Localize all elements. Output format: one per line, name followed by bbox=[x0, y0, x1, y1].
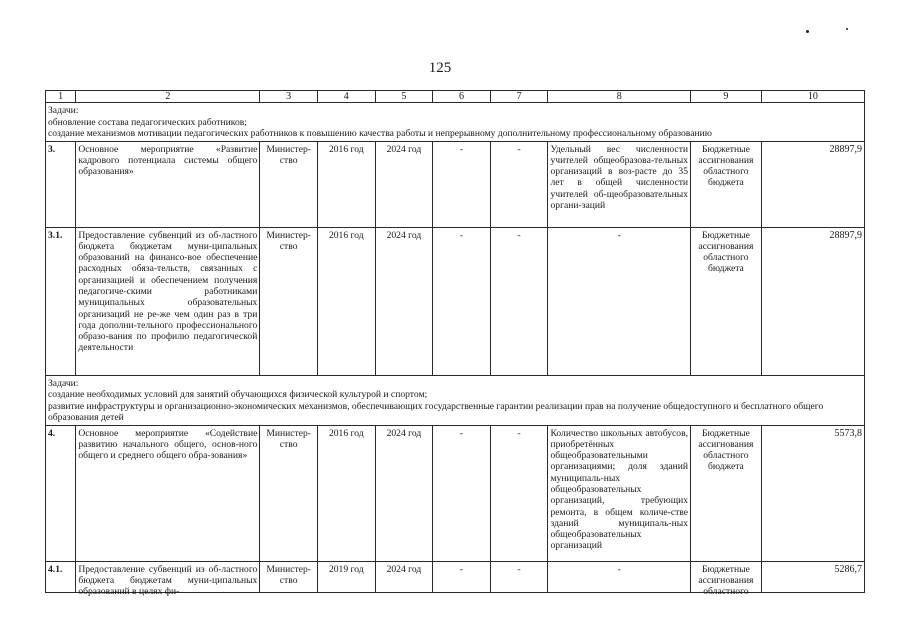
col-num-1: 1 bbox=[46, 91, 76, 103]
indicator: Удельный вес численности учителей общеобразова-тельных организаций в воз-расте до 35 лет в общей численности учителей об-щеобразовательных органи-заций bbox=[548, 141, 691, 227]
funding-source: Бюджетные ассигнования областного бюджета bbox=[691, 425, 762, 561]
table-row-3-1 bbox=[46, 227, 865, 375]
col-num-2: 2 bbox=[76, 91, 260, 103]
col-num-3: 3 bbox=[260, 91, 318, 103]
start-year: 2019 год bbox=[328, 563, 364, 575]
col6-value: - bbox=[459, 563, 464, 575]
page-number: 125 bbox=[428, 60, 452, 76]
end-year: 2024 год bbox=[375, 425, 433, 561]
col-num-5: 5 bbox=[375, 91, 433, 103]
col-num-7: 7 bbox=[490, 91, 548, 103]
tasks-heading: Задачи: bbox=[48, 105, 79, 116]
end-year: 2024 год bbox=[386, 563, 422, 575]
scan-speck-2 bbox=[846, 28, 848, 30]
col-num-10: 10 bbox=[761, 91, 864, 103]
col-num-9: 9 bbox=[691, 91, 762, 103]
start-year: 2016 год bbox=[317, 425, 375, 561]
end-year: 2024 год bbox=[375, 227, 433, 375]
col-num-8: 8 bbox=[548, 91, 691, 103]
executor: Министер-ство bbox=[260, 425, 318, 561]
row-number: 4.1. bbox=[48, 563, 63, 575]
task-line: создание необходимых условий для занятий обучающихся физической культурой и спортом; bbox=[48, 389, 428, 400]
activity-name: Основное мероприятие «Развитие кадрового потенциала системы общего образования» bbox=[76, 141, 260, 227]
indicator: Количество школьных автобусов, приобретённых общеобразовательными организациями; доля зданий муниципаль-ных общеобразовательных организаций, требующих ремонта, в общем количе-стве зданий муниципаль-ных общеобразовательных организаций bbox=[548, 425, 691, 561]
activity-name: Основное мероприятие «Содействие развитию начального общего, основ-ного общего и среднего общего обра-зования» bbox=[76, 425, 260, 561]
task-line: развитие инфраструктуры и организационно-экономических механизмов, обеспечивающих государственные гарантии реализации прав на получение общедоступного и бесплатного общего образования детей bbox=[48, 400, 824, 423]
scan-speck-1 bbox=[806, 30, 809, 33]
row-number: 3. bbox=[46, 141, 76, 227]
col-num-6: 6 bbox=[433, 91, 491, 103]
funding-amount: 28897,9 bbox=[761, 141, 864, 227]
table-row-4-1 bbox=[46, 561, 865, 592]
col7-value: - bbox=[517, 563, 521, 575]
task-line: создание механизмов мотивации педагогических работников к повышению качества работы и непрерывному дополнительному профессиональному образованию bbox=[48, 128, 712, 139]
funding-source: Бюджетные ассигнования областного бюджета bbox=[691, 227, 762, 375]
col-num-4: 4 bbox=[317, 91, 375, 103]
tasks-heading: Задачи: bbox=[48, 377, 79, 389]
col7-value: - bbox=[490, 141, 548, 227]
funding-source: Бюджетные ассигнования областного bbox=[698, 563, 754, 598]
tasks-block-1 bbox=[46, 103, 865, 142]
col7-value: - bbox=[490, 425, 548, 561]
funding-source: Бюджетные ассигнования областного бюджета bbox=[691, 141, 762, 227]
row-number: 3.1. bbox=[46, 227, 76, 375]
activity-name: Предоставление субвенций из об-ластного бюджета бюджетам муни-ципальных образований в целях фи- bbox=[78, 563, 258, 598]
executor: Министер-ство bbox=[266, 563, 311, 586]
tasks-block-2 bbox=[46, 375, 865, 425]
activity-name: Предоставление субвенций из об-ластного бюджета бюджетам муни-ципальных образований на финансо-вое обеспечение расходных обяза-тельств, связанных с организацией и обеспечением получения педагогиче-скими работниками муниципальных образовательных организаций не ре-же чем один раз в три года дополни-тельного профессионального образо-вания по профилю педагогической деятельности bbox=[76, 227, 260, 375]
executor: Министер-ство bbox=[260, 227, 318, 375]
funding-amount: 28897,9 bbox=[761, 227, 864, 375]
row-number: 4. bbox=[46, 425, 76, 561]
task-line: обновление состава педагогических работников; bbox=[48, 116, 247, 128]
end-year: 2024 год bbox=[375, 141, 433, 227]
col7-value: - bbox=[490, 227, 548, 375]
executor: Министер-ство bbox=[260, 141, 318, 227]
funding-amount: 5573,8 bbox=[761, 425, 864, 561]
program-table bbox=[45, 90, 865, 598]
table-row-4 bbox=[46, 425, 865, 561]
table-row-3 bbox=[46, 141, 865, 227]
indicator: - bbox=[617, 563, 621, 575]
start-year: 2016 год bbox=[317, 227, 375, 375]
col6-value: - bbox=[433, 227, 491, 375]
col6-value: - bbox=[433, 425, 491, 561]
column-number-row bbox=[46, 91, 865, 103]
start-year: 2016 год bbox=[317, 141, 375, 227]
col6-value: - bbox=[433, 141, 491, 227]
funding-amount: 5286,7 bbox=[834, 563, 862, 575]
indicator: - bbox=[548, 227, 691, 375]
